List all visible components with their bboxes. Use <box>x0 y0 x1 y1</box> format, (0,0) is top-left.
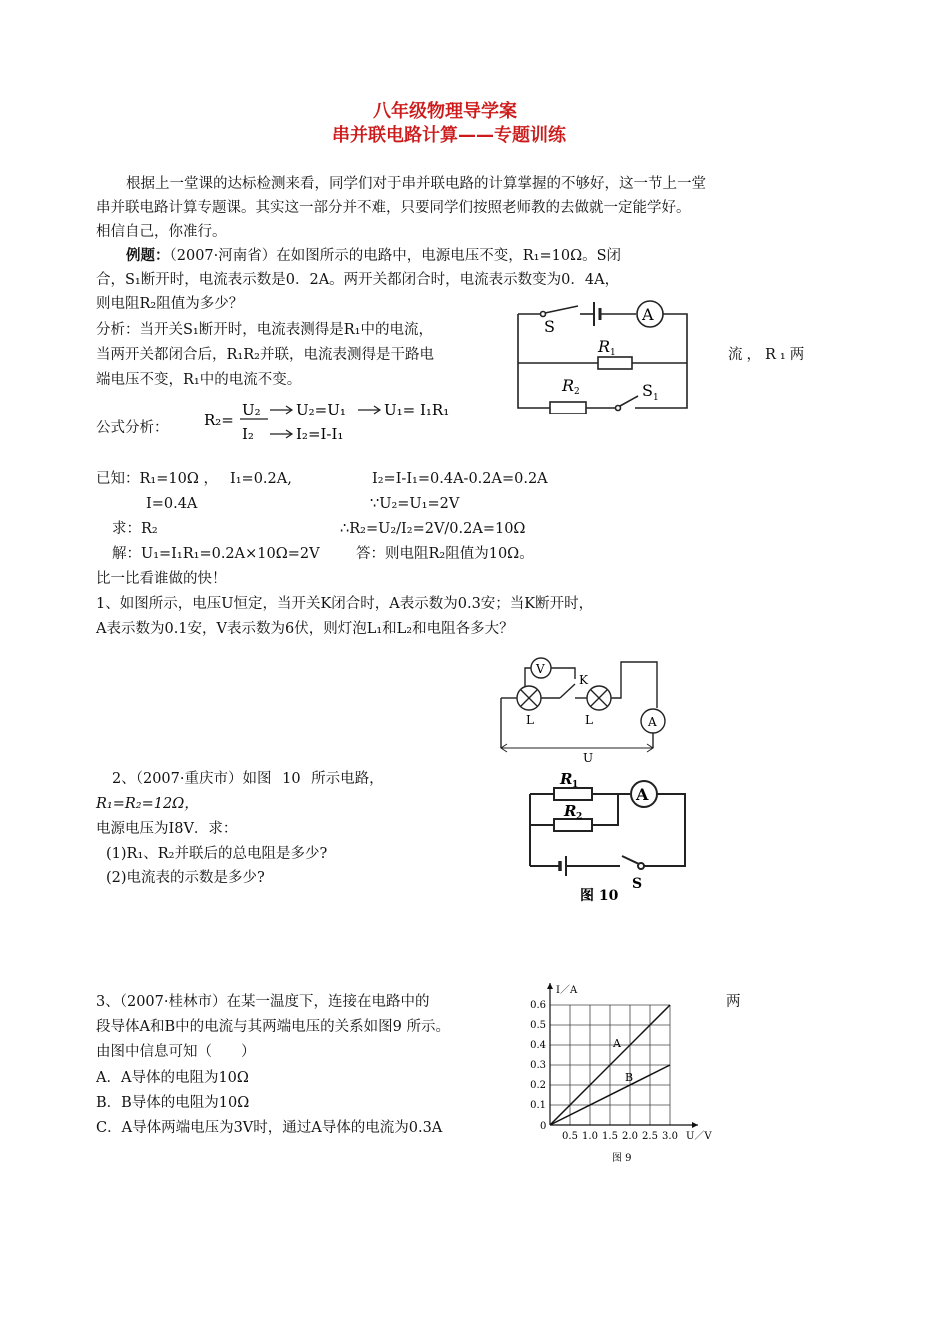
c2-lamp-l1: L <box>526 713 534 727</box>
c3-label-r2: R <box>564 802 577 820</box>
c3-ammeter-a: A <box>636 785 649 804</box>
c1-label-s: S <box>544 317 555 336</box>
c3-label-r2-sub: 2 <box>576 812 583 822</box>
q1-line-2: A表示数为0.1安，V表示数为6伏，则灯泡L₁和L₂和电阻各多大？ <box>96 621 514 637</box>
c2-switch-k: K <box>579 673 588 687</box>
x-tick-label: 1.5 <box>602 1131 618 1142</box>
c1-label-r1: R <box>598 337 611 356</box>
because-line: ∵U₂=U₁=2V <box>370 496 460 512</box>
example-line-1 <box>126 244 621 268</box>
x-axis-arrow <box>692 1122 698 1128</box>
q3-option-b: B．B导体的电阻为10Ω <box>96 1095 250 1111</box>
c1-label-r2-sub: 2 <box>574 387 580 397</box>
race-heading: 比一比看谁做的快！ <box>96 571 227 587</box>
doc-title: 八年级物理导学案 <box>373 101 517 122</box>
c2-voltage-u: U <box>583 751 594 764</box>
q3-line-2: 段导体A和B中的电流与其两端电压的关系如图9 所示。 <box>96 1019 450 1035</box>
q3-option-c: C．A导体两端电压为3V时，通过A导体的电流为0.3A <box>96 1120 443 1136</box>
formula-chain-2: U₁= I₁R₁ <box>384 401 450 419</box>
q3-option-a: A．A导体的电阻为10Ω <box>96 1070 249 1086</box>
ask-line: 求：R₂ <box>112 521 158 537</box>
series-label-b: B <box>625 1071 634 1084</box>
q3-line-1: 3、（2007·桂林市）在某一温度下，连接在电路中的 <box>96 994 430 1010</box>
c1-label-r2: R <box>562 376 575 395</box>
formula-u2: U₂ <box>242 401 261 419</box>
q2-line-2: R₁=R₂=12Ω， <box>96 796 199 812</box>
c2-lamp-l2: L <box>585 713 593 727</box>
known-i: I=0.4A <box>146 496 198 512</box>
q2-line-1: 2、（2007·重庆市）如图 10 所示电路， <box>112 771 384 787</box>
formula-r2: R₂= <box>204 411 234 429</box>
q2-line-5: (2)电流表的示数是多少? <box>106 870 265 886</box>
c2-voltmeter-v: V <box>536 662 545 676</box>
c1-label-s1: S <box>642 381 653 400</box>
analysis-line-2: 当两开关都闭合后，R₁R₂并联，电流表测得是干路电 <box>96 347 434 363</box>
y-axis-arrow <box>547 983 553 989</box>
c2-ammeter-a: A <box>648 715 657 729</box>
c1-ammeter-a: A <box>642 305 654 324</box>
example-text-1: （2007·河南省）在如图所示的电路中，电源电压不变，R₁=10Ω。S闭 <box>169 248 622 264</box>
x-tick-label: 0.5 <box>562 1131 578 1142</box>
y-tick-label: 0.6 <box>530 1000 546 1011</box>
example-label: 例题： <box>126 247 170 264</box>
intro-line-1: 根据上一堂课的达标检测来看，同学们对于串并联电路的计算掌握的不够好，这一节上一堂 <box>126 176 706 192</box>
intro-line-3: 相信自己，你准行。 <box>96 224 227 240</box>
c3-label-r1-sub: 1 <box>572 780 579 790</box>
q2-line-3: 电源电压为I8V．求： <box>96 821 238 837</box>
example-line-3: 则电阻R₂阻值为多少？ <box>96 296 244 312</box>
x-axis-label: U／V <box>686 1131 712 1142</box>
chart-labels <box>530 984 712 1164</box>
iv-chart <box>510 980 725 1170</box>
formula-diagram <box>200 395 480 447</box>
c3-caption: 图 10 <box>580 888 619 904</box>
chart-caption: 图 9 <box>612 1153 632 1164</box>
x-tick-label: 1.0 <box>582 1131 598 1142</box>
x-tick-label: 2.5 <box>642 1131 658 1142</box>
y-tick-label: 0.4 <box>530 1040 546 1051</box>
y-axis-label: I／A <box>556 985 578 996</box>
known-i1: I₁=0.2A, <box>230 471 292 487</box>
formula-chain-3: I₂=I-I₁ <box>296 425 344 443</box>
analysis-line-2-right: 流，R₁两 <box>728 347 809 363</box>
analysis-line-1: 分析：当开关S₁断开时，电流表测得是R₁中的电流， <box>96 322 433 338</box>
y-tick-label: 0.2 <box>530 1080 546 1091</box>
known-r1: 已知：R₁=10Ω ， <box>96 471 218 487</box>
circuit-diagram-2 <box>495 652 675 764</box>
circuit-diagram-3 <box>520 770 695 908</box>
x-tick-label: 2.0 <box>622 1131 638 1142</box>
c3-switch-s: S <box>632 876 643 892</box>
solve-line: 解：U₁=I₁R₁=0.2A×10Ω=2V <box>112 546 320 562</box>
c3-label-r1: R <box>560 770 573 788</box>
known-i2: I₂=I-I₁=0.4A-0.2A=0.2A <box>372 471 548 487</box>
circuit-diagram-1 <box>510 292 695 414</box>
example-line-2: 合，S₁断开时，电流表示数是0．2A。两开关都闭合时，电流表示数变为0．4A， <box>96 272 620 288</box>
q3-line-1-right: 两 <box>726 994 741 1010</box>
intro-line-2: 串并联电路计算专题课。其实这一部分并不难，只要同学们按照老师教的去做就一定能学好。 <box>96 200 691 216</box>
y-tick-label: 0.5 <box>530 1020 546 1031</box>
c1-label-s1-sub: 1 <box>653 393 659 403</box>
therefore-line: ∴R₂=U₂/I₂=2V/0.2A=10Ω <box>340 521 526 537</box>
q2-line-4: (1)R₁、R₂并联后的总电阻是多少? <box>106 846 328 862</box>
series-label-a: A <box>613 1037 621 1050</box>
doc-subtitle: 串并联电路计算——专题训练 <box>332 125 566 146</box>
analysis-line-3: 端电压不变，R₁中的电流不变。 <box>96 372 302 388</box>
answer-line: 答：则电阻R₂阻值为10Ω。 <box>356 546 534 562</box>
c1-label-r1-sub: 1 <box>610 348 616 358</box>
formula-i2: I₂ <box>242 425 254 443</box>
formula-label: 公式分析： <box>96 420 169 436</box>
q1-line-1: 1、如图所示，电压U恒定，当开关K闭合时，A表示数为0.3安；当K断开时， <box>96 596 594 612</box>
q3-line-3: 由图中信息可知（ ） <box>96 1044 256 1060</box>
origin-label: 0 <box>540 1121 547 1132</box>
x-tick-label: 3.0 <box>662 1131 678 1142</box>
y-tick-label: 0.3 <box>530 1060 546 1071</box>
formula-chain-1: U₂=U₁ <box>296 401 346 419</box>
y-tick-label: 0.1 <box>530 1100 546 1111</box>
